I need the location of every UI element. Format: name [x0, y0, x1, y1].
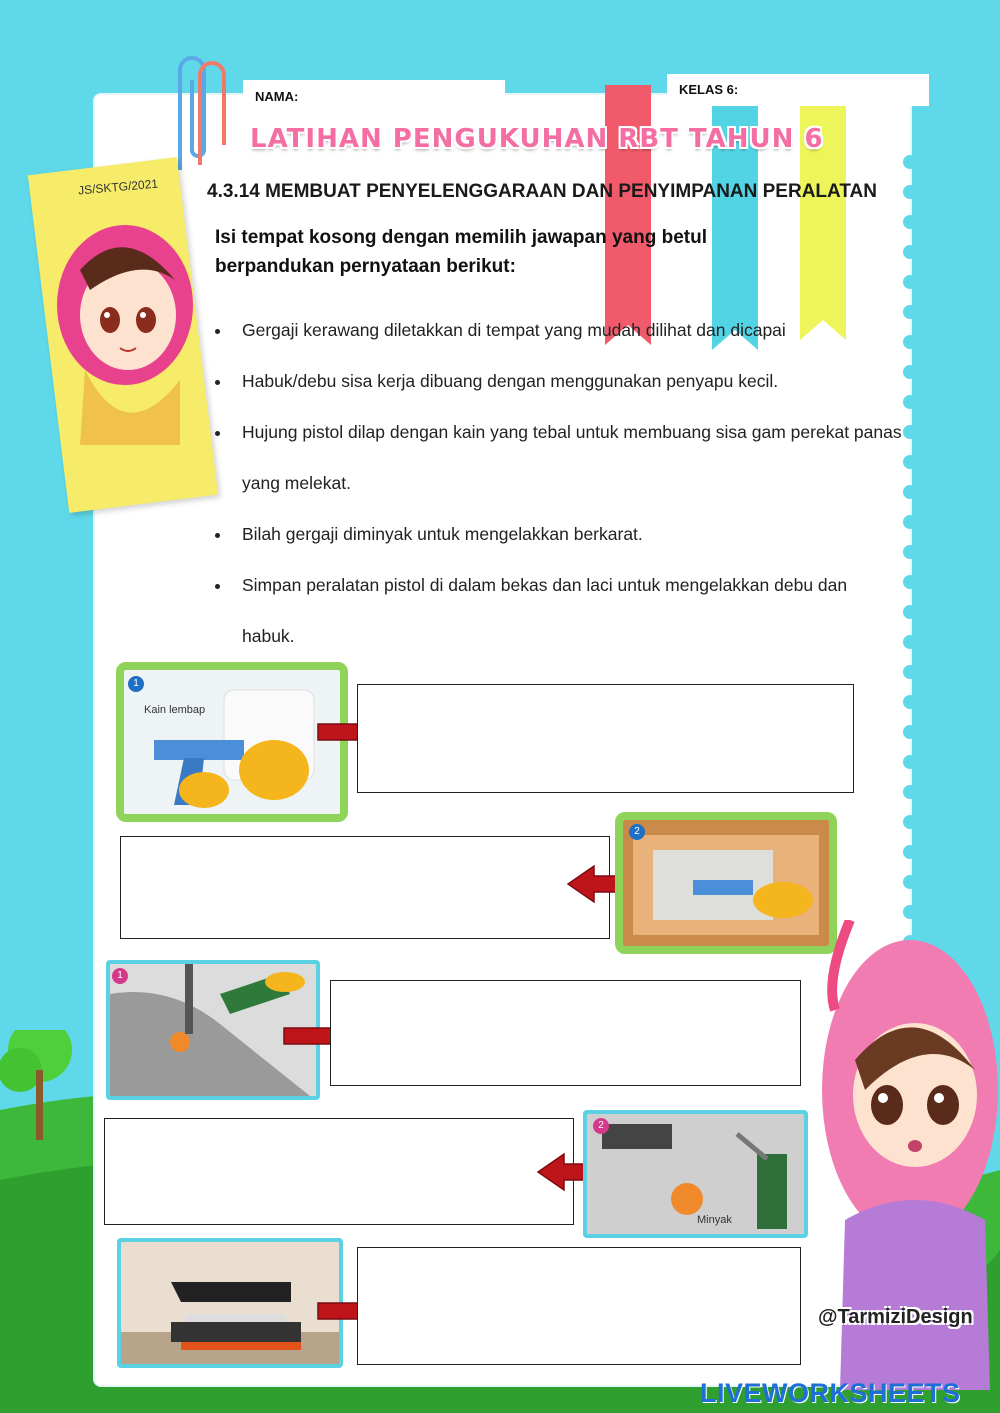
oil-blade-photo [583, 1110, 808, 1238]
kelas-label: KELAS 6: [679, 82, 739, 97]
photo-label: Minyak [697, 1214, 732, 1226]
paper-hole [903, 305, 917, 319]
page-title: LATIHAN PENGUKUHAN RBT TAHUN 6 [250, 124, 824, 154]
liveworksheets-watermark: LIVEWORKSHEETS [700, 1378, 961, 1408]
photo-badge: 1 [112, 968, 128, 984]
answer-box-3[interactable] [330, 980, 801, 1086]
statement-item: • Bilah gergaji diminyak untuk mengelakkan berkarat. [232, 509, 902, 560]
photo-badge: 2 [593, 1118, 609, 1134]
paper-hole [903, 275, 917, 289]
photo-badge: 2 [629, 824, 645, 840]
photo-badge: 1 [128, 676, 144, 692]
paper-hole [903, 905, 917, 919]
author-handle: @TarmiziDesign [818, 1306, 973, 1328]
paper-hole [903, 815, 917, 829]
paper-hole [903, 245, 917, 259]
paper-hole [903, 455, 917, 469]
statement-list [210, 305, 902, 662]
answer-box-4[interactable] [104, 1118, 574, 1225]
kelas-field[interactable] [667, 74, 929, 106]
drawer-icon [623, 820, 829, 946]
paper-hole [903, 395, 917, 409]
statement-item: • Habuk/debu sisa kerja dibuang dengan menggunakan penyapu kecil. [232, 356, 902, 407]
paper-hole [903, 665, 917, 679]
oil-can-icon [587, 1114, 804, 1234]
paper-hole [903, 605, 917, 619]
paper-hole [903, 575, 917, 589]
paper-hole [903, 365, 917, 379]
paper-hole [903, 185, 917, 199]
nama-field[interactable] [243, 80, 505, 112]
paper-hole [903, 515, 917, 529]
paper-hole [903, 335, 917, 349]
paper-hole [903, 155, 917, 169]
glue-gun-wipe-photo [116, 662, 348, 822]
paper-hole [903, 545, 917, 559]
worksheet-code: JS/SKTG/2021 [77, 176, 159, 198]
paper-hole [903, 485, 917, 499]
answer-box-2[interactable] [120, 836, 610, 939]
paper-hole [903, 215, 917, 229]
statement-item: • Gergaji kerawang diletakkan di tempat yang mudah dilihat dan dicapai [232, 305, 902, 356]
glue-gun-drawer-photo [615, 812, 837, 954]
hijab-girl-avatar [50, 210, 200, 445]
paper-hole [903, 635, 917, 649]
glue-gun-icon [124, 670, 340, 814]
page-subtitle: 4.3.14 MEMBUAT PENYELENGGARAAN DAN PENYIMPANAN PERALATAN [207, 181, 877, 202]
paper-hole [903, 425, 917, 439]
scroll-saw-photo [117, 1238, 343, 1368]
paper-hole [903, 725, 917, 739]
answer-box-1[interactable] [357, 684, 854, 793]
answer-box-5[interactable] [357, 1247, 801, 1365]
scroll-saw-icon [121, 1242, 339, 1364]
paper-hole [903, 845, 917, 859]
paper-hole [903, 785, 917, 799]
paper-hole [903, 875, 917, 889]
statement-item: • Simpan peralatan pistol di dalam bekas dan laci untuk mengelakkan debu dan habuk. [232, 560, 902, 662]
paper-hole [903, 695, 917, 709]
instruction-text: Isi tempat kosong dengan memilih jawapan yang betul berpandukan pernyataan berikut: [215, 227, 707, 277]
statement-item: • Hujung pistol dilap dengan kain yang tebal untuk membuang sisa gam perekat panas yang melekat. [232, 407, 902, 509]
nama-label: NAMA: [255, 89, 299, 104]
photo-label: Kain lembap [144, 704, 206, 716]
paper-hole [903, 755, 917, 769]
